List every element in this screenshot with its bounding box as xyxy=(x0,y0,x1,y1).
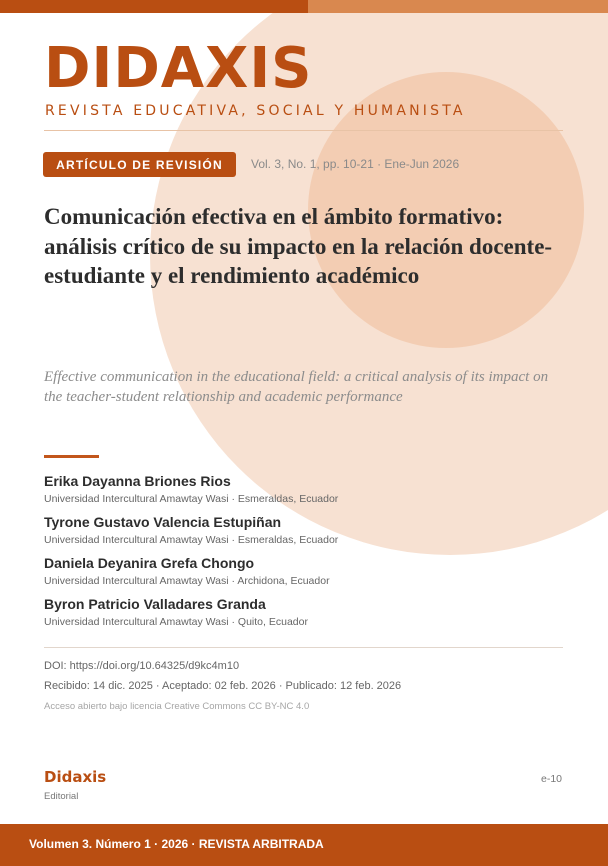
meta-divider xyxy=(44,647,563,648)
authors-accent-line xyxy=(44,455,99,458)
header-divider xyxy=(44,130,563,131)
page-number: e-10 xyxy=(541,773,563,785)
publisher-name: Didaxis xyxy=(44,768,107,786)
issue-info: Vol. 3, No. 1, pp. 10-21 · Ene-Jun 2026 xyxy=(251,157,460,171)
article-type-badge: ARTÍCULO DE REVISIÓN xyxy=(43,152,236,177)
footer-bar xyxy=(0,824,608,866)
publication-dates: Recibido: 14 dic. 2025 · Aceptado: 02 feb. 2026 · Publicado: 12 feb. 2026 xyxy=(44,680,402,692)
footer-text: Volumen 3. Número 1 · 2026 · REVISTA ARBITRADA xyxy=(29,837,324,851)
author-name: Byron Patricio Valladares Granda xyxy=(44,596,266,612)
author-affiliation: Universidad Intercultural Amawtay Wasi · Quito, Ecuador xyxy=(44,616,308,628)
author-name: Erika Dayanna Briones Rios xyxy=(44,473,231,489)
article-title-english: Effective communication in the educational field: a critical analysis of its impact on the teacher-student relationship and academic performance xyxy=(44,369,549,405)
doi-link[interactable]: DOI: https://doi.org/10.64325/d9kc4m10 xyxy=(44,660,240,672)
author-entry xyxy=(44,595,308,629)
publisher-subtitle: Editorial xyxy=(44,791,79,802)
license-notice: Acceso abierto bajo licencia Creative Commons CC BY-NC 4.0 xyxy=(44,701,310,712)
author-name: Tyrone Gustavo Valencia Estupiñan xyxy=(44,514,282,530)
author-affiliation: Universidad Intercultural Amawtay Wasi · Archidona, Ecuador xyxy=(44,575,330,587)
journal-name: DIDAXIS xyxy=(44,36,313,101)
journal-tagline: REVISTA EDUCATIVA, SOCIAL Y HUMANISTA xyxy=(45,103,466,119)
author-entry xyxy=(44,513,338,547)
article-title: Comunicación efectiva en el ámbito formativo: análisis crítico de su impacto en la relación docente-estudiante y el rendimiento académico xyxy=(44,204,553,288)
author-affiliation: Universidad Intercultural Amawtay Wasi · Esmeraldas, Ecuador xyxy=(44,493,339,505)
author-entry xyxy=(44,554,330,588)
author-entry xyxy=(44,472,338,506)
author-affiliation: Universidad Intercultural Amawtay Wasi · Esmeraldas, Ecuador xyxy=(44,534,339,546)
author-name: Daniela Deyanira Grefa Chongo xyxy=(44,555,255,571)
